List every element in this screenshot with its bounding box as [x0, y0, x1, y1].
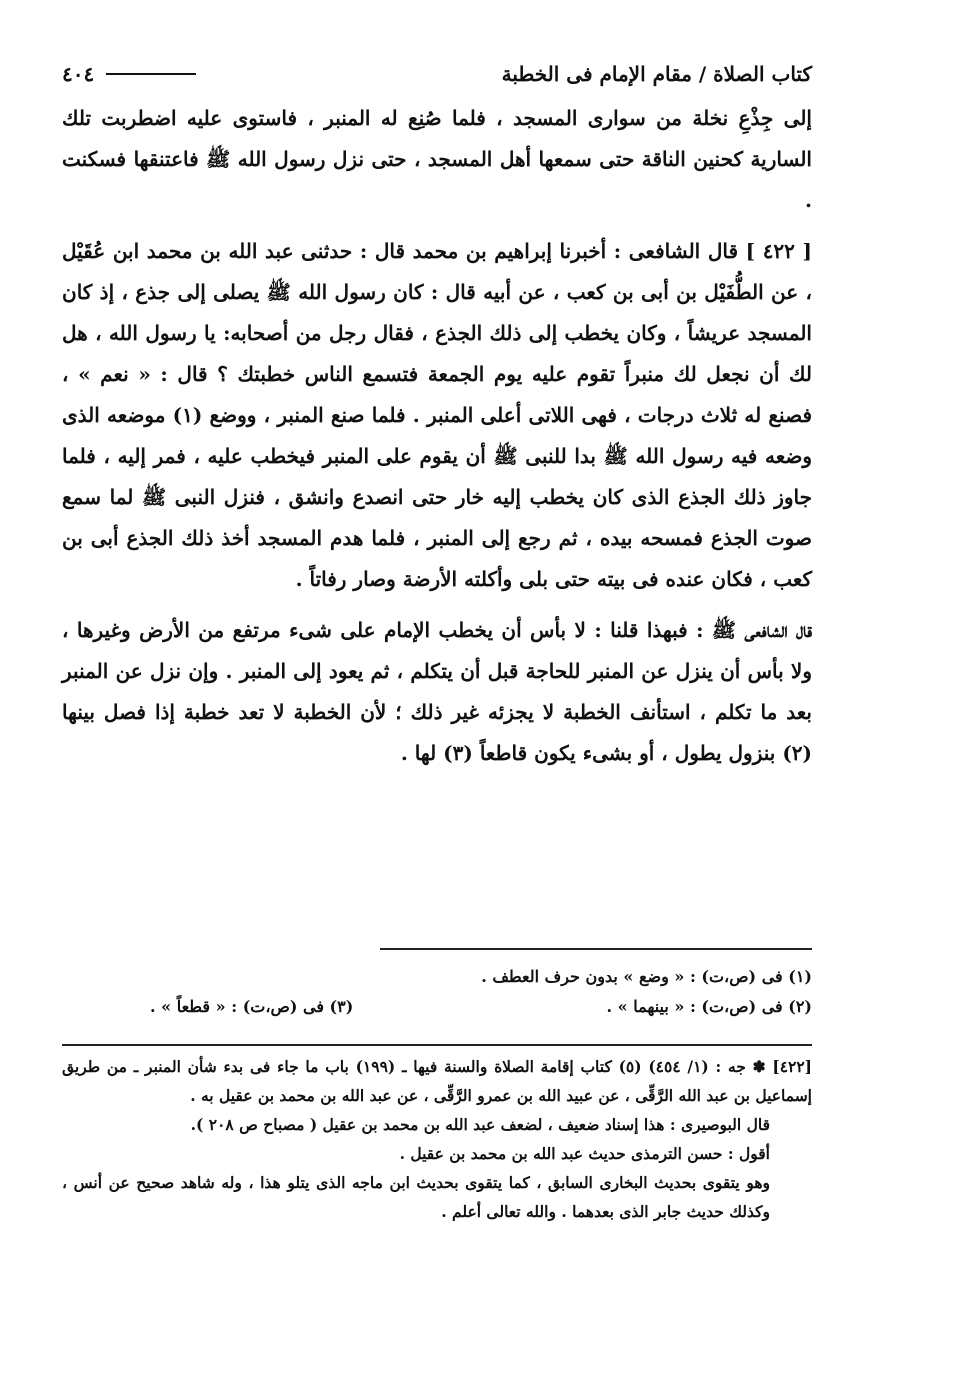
commentary-line-1: [٤٢٢] ✽ جه : (١/ ٤٥٤) (٥) كتاب إقامة الصلاة والسنة فيها ـ (١٩٩) باب ما جاء فى بدء شأن المنبر ـ من طريق إسماعيل بن عبد الله الرَّقِّى ، عن عبيد الله بن عمرو الرَّقِّى ، عن عبد الله بن محمد بن عقيل به . — [62, 1057, 813, 1105]
paragraph-2-text: أخبرنا إبراهيم بن محمد قال : حدثنى عبد الله بن محمد ابن عُقَيْل ، عن الطُّفَيْل بن أبى بن كعب ، عن أبيه قال : كان رسول الله ﷺ يصلى إلى جذع ، إذ كان المسجد عريشاً ، وكان يخطب إلى ذلك الجذع ، فقال رجل من أصحابه: يا رسول الله ، هل لك أن نجعل لك منبراً تقوم عليه يوم الجمعة فتسمع الناس خطبتك ؟ قال : « نعم » ، فصنع له ثلاث درجات ، فهى اللاتى أعلى المنبر . فلما صنع المنبر ، ووضع (١) موضعه الذى وضعه فيه رسول الله ﷺ بدا للنبى ﷺ أن يقوم على المنبر فيخطب عليه ، فمر إليه ، فلما جاوز ذلك الجذع الذى كان يخطب إليه خار حتى انصدع وانشق ، فنزل النبى ﷺ لما سمع صوت الجذع فمسحه بيده ، ثم رجع إلى المنبر ، فلما هدم المسجد أخذ ذلك الجذع أبى بن كعب ، فكان عنده فى بيته حتى بلى وأكلته الأرضة وصار رفاتاً . — [62, 239, 812, 591]
main-text — [62, 98, 812, 784]
running-title: كتاب الصلاة / مقام الإمام فى الخطبة — [501, 62, 812, 86]
paragraph-3-text: فبهذا قلنا : لا بأس أن يخطب الإمام على شىء مرتفع من الأرض وغيرها ، ولا بأس أن ينزل عن المنبر للحاجة قبل أن يتكلم ، ثم يعود إلى المنبر . وإن نزل عن المنبر بعد ما تكلم ، استأنف الخطبة لا يجزئه غير ذلك ؛ لأن الخطبة لا تعد خطبة إذا فصل بينها (٢) بنزول يطول ، أو بشىء يكون قاطعاً (٣) لها . — [62, 618, 812, 765]
paragraph-1: إلى جِذْعِ نخلة من سوارى المسجد ، فلما صُنِع له المنبر ، فاستوى عليه اضطربت تلك السارية كحنين الناقة حتى سمعها أهل المسجد ، حتى نزل رسول الله ﷺ فاعتنقها فسكنت . — [62, 106, 812, 212]
commentary-line-3-text: حسن الترمذى حديث عبد الله بن محمد بن عقيل . — [399, 1144, 723, 1163]
page-header — [62, 54, 812, 94]
footnote-3: (٣) فى (ص،ت) : « قطعاً » . — [150, 997, 354, 1016]
shafii-lead: قال الشافعى ﷺ : — [696, 618, 812, 642]
commentary-line-3 — [62, 1139, 812, 1168]
header-rule — [106, 73, 196, 75]
footnote-1: (١) فى (ص،ت) : « وضع » بدون حرف العطف . — [481, 967, 812, 986]
commentary-line-2: قال البوصيرى : هذا إسناد ضعيف ، لضعف عبد الله بن محمد بن عقيل ( مصباح ص ٢٠٨ ). — [190, 1115, 770, 1134]
page-number-group — [62, 62, 196, 86]
paragraph-3 — [62, 610, 812, 774]
footnote-2: (٢) فى (ص،ت) : « بينهما » . — [606, 997, 812, 1016]
commentary-rule — [62, 1044, 812, 1046]
footnote-row — [150, 992, 812, 1022]
page-number: ٤٠٤ — [62, 62, 95, 86]
paragraph-2 — [62, 231, 812, 600]
commentary-line-4: وهو يتقوى بحديث البخارى السابق ، كما يتقوى بحديث ابن ماجه الذى يتلو هذا ، وله شاهد صحيح عن أنس ، وكذلك حديث جابر الذى بعدهما . والله تعالى أعلم . — [62, 1173, 770, 1221]
hadith-number-lead: [ ٤٢٢ ] قال الشافعى : — [613, 239, 812, 263]
footnotes — [150, 962, 812, 1022]
footnote-rule — [380, 948, 812, 950]
commentary-lead: أقول : — [727, 1144, 770, 1163]
takhrij-commentary — [62, 1052, 812, 1226]
